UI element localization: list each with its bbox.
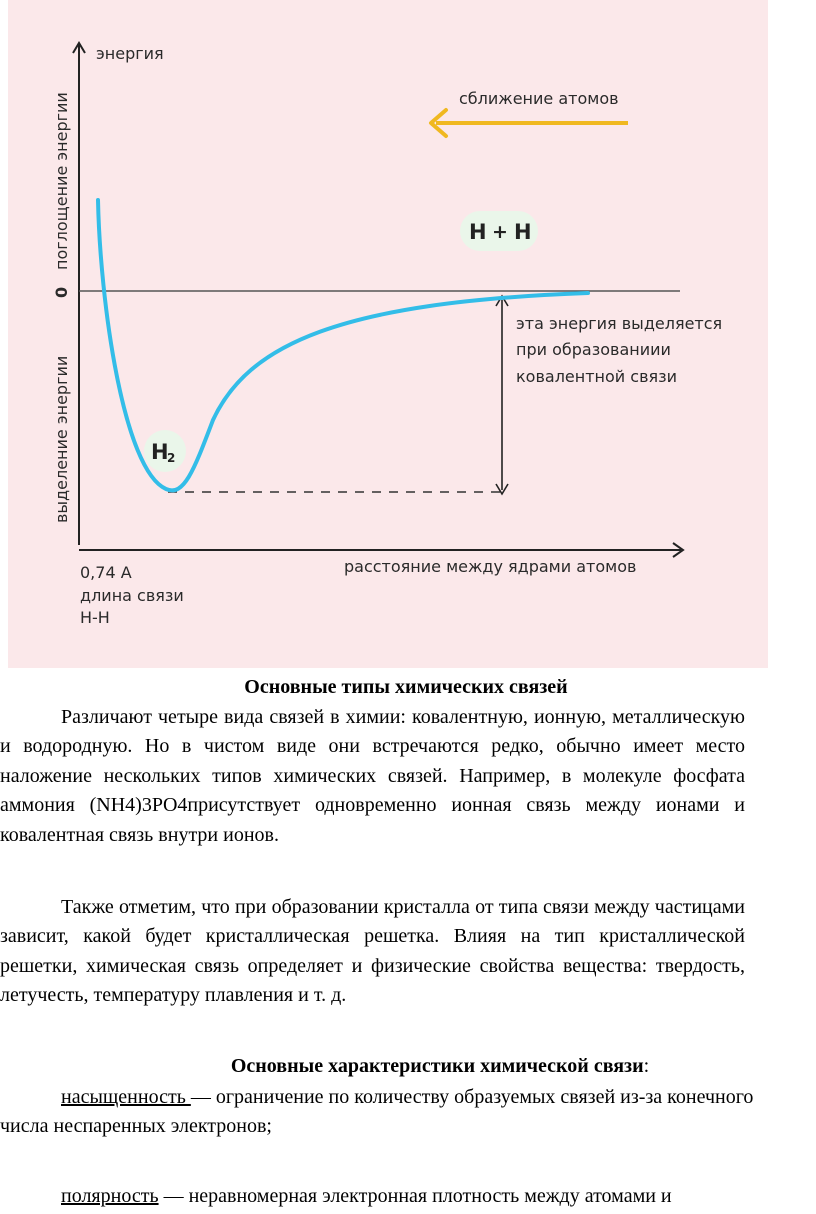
bond-length-caption: длина связи: [80, 586, 184, 605]
section-title-colon: :: [643, 1055, 650, 1077]
energy-diagram: [8, 0, 768, 668]
definition-saturation: [0, 1083, 800, 1142]
paragraph-bond-types: Различают четыре вида связей в химии: ковалентную, ионную, металлическую и водородную. Но в чистом виде они встречаются редко, обычно имеет место наложение нескольких типов химических связей. Например, в молекуле фосфата аммония (NH4)3PO4присутствует одновременно ионная связь между ионами и ковалентная связь внутри ионов.: [0, 706, 745, 846]
bond-length-value: 0,74 A: [80, 563, 132, 582]
section-title-bond-types: Основные типы химических связей: [244, 676, 568, 698]
term-saturation: насыщенность: [61, 1086, 191, 1108]
energy-diagram-svg: [8, 0, 768, 668]
molecule-subscript: 2: [167, 451, 176, 465]
bond-length-pair: H-H: [80, 608, 110, 627]
energy-note-line-2: при образованиии: [516, 340, 671, 359]
atoms-plus: +: [492, 221, 508, 243]
section-title-characteristics: [0, 1052, 816, 1081]
x-axis-label: расстояние между ядрами атомов: [344, 557, 637, 576]
energy-note-line-3: ковалентной связи: [516, 367, 678, 386]
y-axis-label: энергия: [96, 44, 164, 63]
term-polarity: полярность: [61, 1185, 159, 1207]
molecule-label: H: [151, 440, 169, 464]
absorb-label: поглощение энергии: [52, 92, 71, 270]
definition-polarity-text: — неравномерная электронная плотность между атомами и: [158, 1185, 672, 1207]
paragraph-crystal-lattice: Также отметим, что при образовании кристалла от типа связи между частицами зависит, какой будет кристаллическая решетка. Влияя на тип кристаллической решетки, химическая связь определяет и физические свойства вещества: твердость, летучесть, температуру плавления и т. д.: [0, 896, 745, 1007]
section-title-text: Основные характеристики химической связи: [230, 1055, 644, 1077]
definition-saturation-text: — ограничение по количеству образуемых связей из-за конечного числа неспаренных электронов;: [0, 1086, 754, 1138]
atom-h-right: H: [514, 220, 532, 244]
energy-note-line-1: эта энергия выделяется: [516, 314, 723, 333]
definition-polarity: [0, 1182, 800, 1211]
release-label: выделение энергии: [52, 355, 71, 523]
approach-label: сближение атомов: [459, 89, 619, 108]
zero-label: 0: [52, 286, 71, 298]
atom-h-left: H: [469, 220, 487, 244]
